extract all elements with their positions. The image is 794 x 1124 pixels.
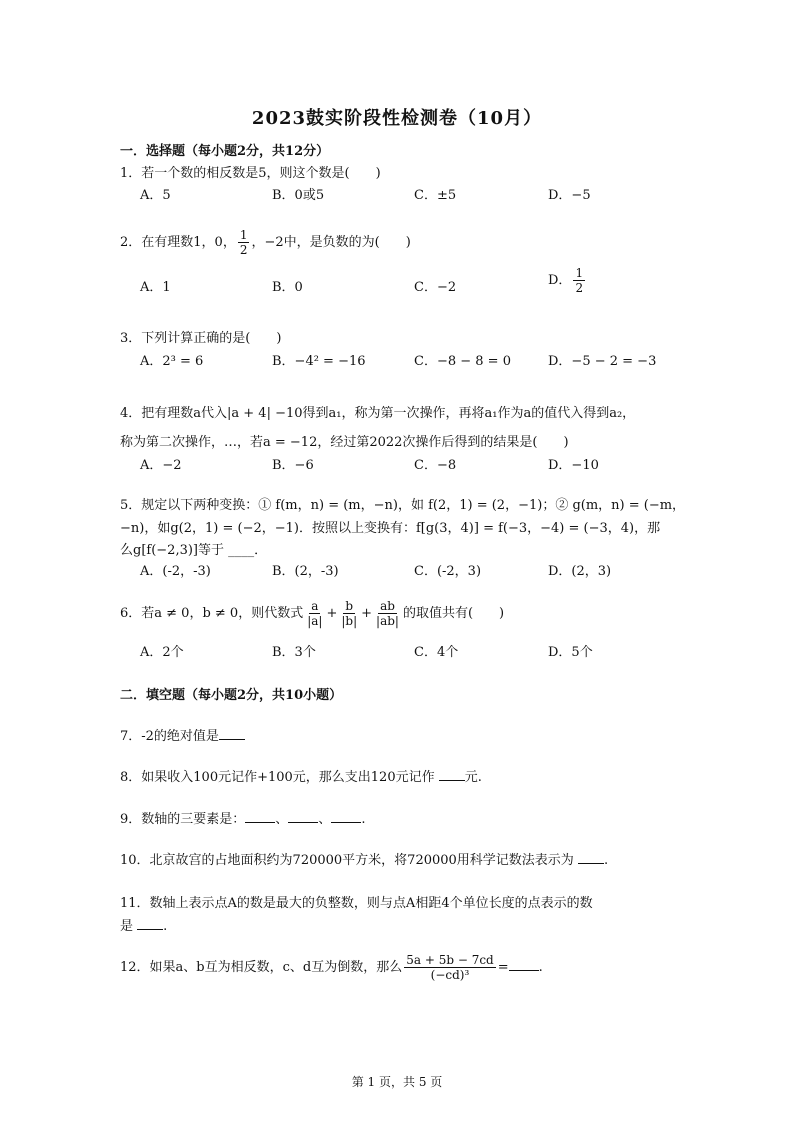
q4-option-c: C．−8: [414, 458, 457, 473]
question-7: 7．-2的绝对值是: [120, 725, 245, 744]
question-12: 12．如果a、b互为相反数，c、d互为倒数，那么 $\frac{5a + 5b - 7cd}{\text{(−cd)³}}$ = .: [120, 953, 543, 982]
q4-option-b: B．−6: [272, 458, 314, 473]
answer-blank[interactable]: [509, 958, 539, 971]
q5-option-a: A．(-2，-3): [140, 564, 211, 579]
page-footer: 第 1 页，共 5 页: [351, 1075, 443, 1089]
question-10: 10．北京故宫的占地面积约为720000平方米，将720000用科学记数法表示为 .: [120, 853, 609, 868]
q2-option-d: D． $\frac{1}{2}$: [548, 266, 584, 295]
answer-blank[interactable]: [137, 917, 163, 930]
q6-option-b: B．3个: [272, 645, 316, 660]
q5-option-d: D．(2，3): [548, 564, 612, 579]
q1-option-a: A．5: [140, 188, 171, 203]
q5-option-c: C．(-2，3): [414, 564, 482, 579]
answer-blank[interactable]: [578, 851, 604, 864]
q3-option-d: D．−5 − 2 = −3: [548, 354, 657, 369]
question-5-line-3: 么g[f(−2,3)]等于 ____．: [120, 543, 268, 558]
question-4-line-2: 称为第二次操作，…，若a = −12，经过第2022次操作后得到的结果是( ): [120, 435, 569, 450]
q3-option-c: C．−8 − 8 = 0: [414, 354, 511, 369]
question-5-line-1: 5．规定以下两种变换：① f(m，n) = (m，−n)，如 f(2，1) = (2，−1)；② g(m，n) = (−m，: [120, 498, 686, 513]
question-1: 1．若一个数的相反数是5，则这个数是( ): [120, 166, 381, 181]
answer-blank[interactable]: [288, 810, 318, 823]
section-heading-choice: 一．选择题（每小题2分，共12分）: [120, 144, 330, 159]
q4-option-a: A．−2: [140, 458, 182, 473]
question-6: 6．若a ≠ 0，b ≠ 0，则代数式 $\frac{a}{|a|}$ + $\frac{b}{|b|}$ + $\frac{ab}{|ab|}$ 的取值共有( ): [120, 599, 505, 628]
q1-option-d: D．−5: [548, 188, 591, 203]
question-5-line-2: −n)，如g(2，1) = (−2，−1)．按照以上变换有：f[g(3，4)] = f(−3，−4) = (−3，4)，那: [120, 521, 661, 536]
q2-option-a: A．1: [140, 280, 171, 295]
q4-option-d: D．−10: [548, 458, 599, 473]
q6-option-a: A．2个: [140, 645, 184, 660]
answer-blank[interactable]: [331, 810, 361, 823]
question-9: 9．数轴的三要素是： 、 、 .: [120, 812, 366, 827]
q2-option-b: B．0: [272, 280, 303, 295]
q2-option-c: C．−2: [414, 280, 457, 295]
question-4-line-1: 4．把有理数a代入|a + 4| −10得到a₁，称为第一次操作，再将a₁作为a的值代入得到a₂，: [120, 406, 636, 421]
expression-fraction: $\frac{5a + 5b - 7cd}{\text{(−cd)³}}$: [406, 953, 494, 982]
answer-blank[interactable]: [439, 768, 465, 781]
answer-blank[interactable]: [245, 810, 275, 823]
question-11-line-1: 11．数轴上表示点A的数是最大的负整数，则与点A相距4个单位长度的点表示的数: [120, 896, 593, 911]
section-heading-fill: 二．填空题（每小题2分，共10小题）: [120, 688, 343, 703]
question-8: 8．如果收入100元记作+100元，那么支出120元记作 元.: [120, 770, 482, 785]
page-title: 2023鼓实阶段性检测卷（10月）: [251, 108, 543, 129]
q1-option-c: C．±5: [414, 188, 457, 203]
fraction-one-half: $\frac{1}{2}$: [239, 228, 248, 257]
q3-option-a: A．2³ = 6: [140, 354, 204, 369]
q1-option-b: B．0或5: [272, 188, 325, 203]
question-3: 3．下列计算正确的是( ): [120, 331, 282, 346]
q5-option-b: B．(2，-3): [272, 564, 339, 579]
q6-option-d: D．5个: [548, 645, 593, 660]
question-2: 2．在有理数1，0， $\frac{1}{2}$ ，−2中，是负数的为( ): [120, 228, 411, 257]
q3-option-b: B．−4² = −16: [272, 354, 366, 369]
q6-option-c: C．4个: [414, 645, 459, 660]
answer-blank[interactable]: [219, 727, 245, 740]
question-11-line-2: 是 .: [120, 919, 168, 934]
